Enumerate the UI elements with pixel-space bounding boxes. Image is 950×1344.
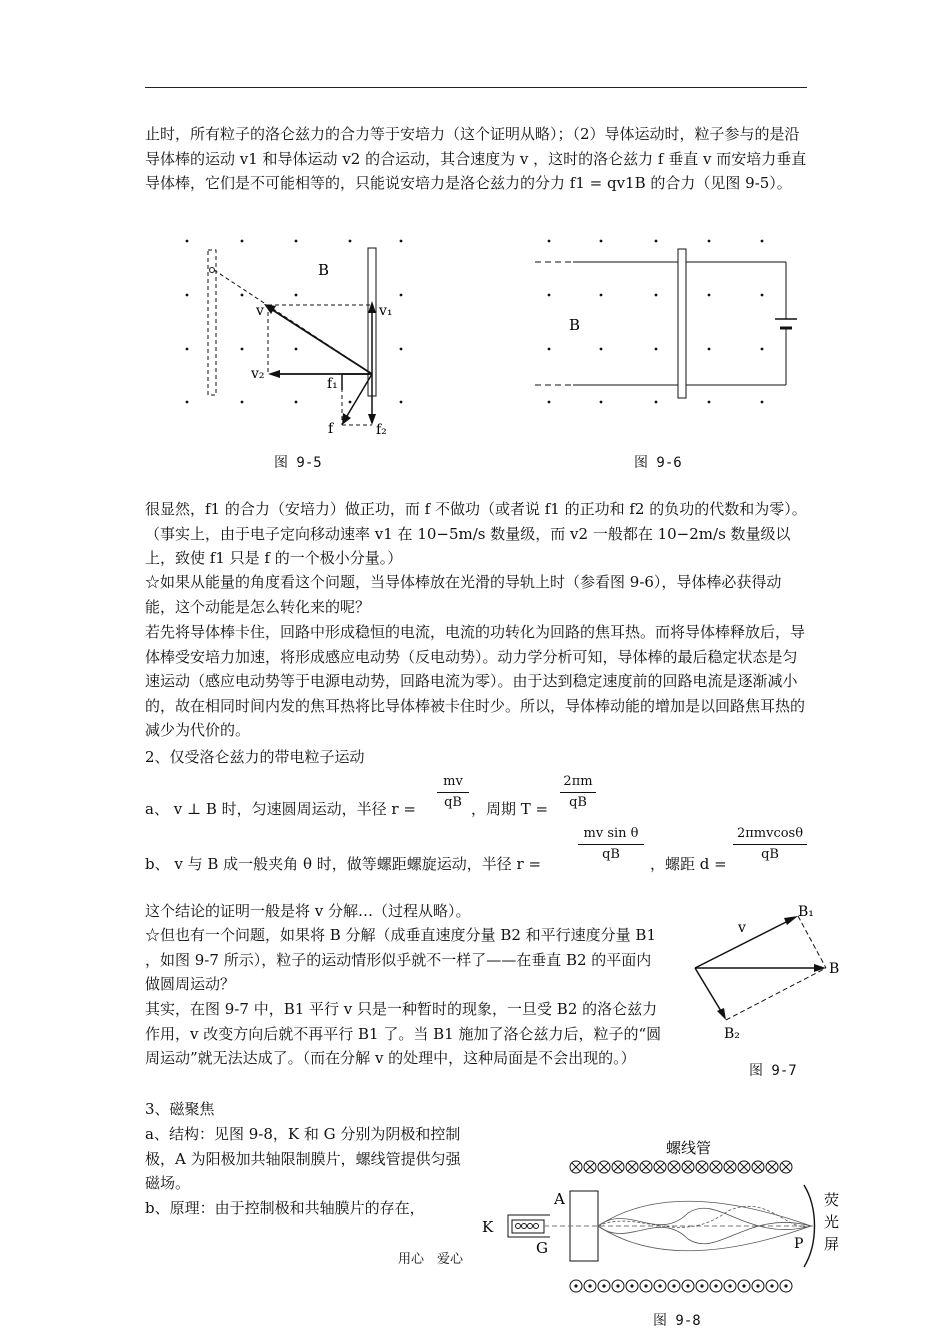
- label-K: K: [482, 1218, 494, 1236]
- label-B2: B₂: [724, 1026, 740, 1042]
- label-screen-3: 屏: [824, 1235, 840, 1253]
- heading-2: 2、仅受洛仑兹力的带电粒子运动: [145, 748, 365, 766]
- figure-9-7: [690, 905, 850, 1045]
- dashed-rod: [208, 250, 216, 395]
- formula-pitch-label: ，螺距 d =: [650, 855, 727, 873]
- label-B1: B₁: [798, 904, 814, 920]
- label-B: B: [318, 261, 330, 279]
- figure-9-8: [478, 1133, 840, 1303]
- v-arrow: [268, 307, 372, 374]
- label-v1: v₁: [379, 303, 393, 319]
- paragraph-9: b、原理：由于控制极和共轴膜片的存在，: [145, 1199, 425, 1217]
- B2-arrow: [695, 968, 724, 1016]
- label-G: G: [536, 1239, 548, 1257]
- solenoid-top-windings: [570, 1161, 792, 1173]
- paragraph-2: 很显然，f1 的合力（安培力）做正功，而 f 不做功（或者说 f1 的正功和 f2 的负功的代数和为零）。（事实上，由于电子定向移动速率 v1 在 10−5m/s 数量级，而 v2 一般都在 10−2m/s 数量级以上，致使 f1 只是 f 的一个极小分量。）: [145, 500, 807, 567]
- fraction-d: 2πmvcosθ qB: [733, 826, 807, 863]
- formula-period-label: ，周期 T =: [471, 800, 549, 818]
- paragraph-intro: 止时，所有粒子的洛仑兹力的合力等于安培力（这个证明从略）；（2）导体运动时，粒子参与的是沿导体棒的运动 v1 和导体运动 v2 的合运动，其合速度为 v ，这时的洛仑兹力 f 垂直 v 而安培力垂直导体棒，它们是不可能相等的，只能说安培力是洛仑兹力的分力 f1 = qv1B 的合力（见图 9-5）。: [145, 125, 807, 192]
- fraction-T: 2πm qB: [560, 774, 596, 811]
- caption-fig-9-7: 图 9-7: [749, 1063, 797, 1079]
- paragraph-6: ☆但也有一个问题，如果将 B 分解（成垂直速度分量 B2 和平行速度分量 B1 ，如图 9-7 所示），粒子的运动情形似乎就不一样了——在垂直 B2 的平面内做圆周运动？: [145, 926, 656, 993]
- paragraph-5: 这个结论的证明一般是将 v 分解…（过程从略）。: [145, 902, 471, 920]
- paragraph-4: 若先将导体棒卡住，回路中形成稳恒的电流，电流的功转化为回路的焦耳热。而将导体棒释放后，导体棒受安培力加速，将形成感应电动势（反电动势）。动力学分析可知，导体棒的最后稳定状态是匀速运动（感应电动势等于电源电动势，回路电流为零）。由于达到稳定速度前的回路电流是逐渐减小的，故在相同时间内发的焦耳热将比导体棒被卡住时少。所以，导体棒动能的增加是以回路焦耳热的减少为代价的。: [145, 623, 806, 739]
- label-P: P: [794, 1236, 804, 1252]
- paragraph-3: ☆如果从能量的角度看这个问题，当导体棒放在光滑的导轨上时（参看图 9-6），导体棒必获得动能，这个动能是怎么转化来的呢？: [145, 573, 782, 616]
- header-rule: [145, 87, 807, 88]
- paragraph-7: 其实，在图 9-7 中，B1 平行 v 只是一种暂时的现象，一旦受 B2 的洛仑兹力作用，v 改变方向后就不再平行 B1 了。当 B1 施加了洛仑兹力后，粒子的“圆周运动”就无法达成了。（而在分解 v 的处理中，这种局面是不会出现的。）: [145, 1000, 662, 1067]
- label-screen-2: 光: [824, 1213, 840, 1231]
- label-B: B: [829, 961, 840, 977]
- heading-3: 3、磁聚焦: [145, 1100, 215, 1118]
- label-f: f: [328, 421, 334, 437]
- label-f1: f₁: [327, 376, 338, 392]
- page-footer: 用心 爱心: [398, 1252, 464, 1267]
- formula-line-a: a、 v ⊥ B 时，匀速圆周运动，半径 r =: [145, 800, 416, 818]
- label-v2: v₂: [251, 366, 265, 382]
- caption-fig-9-8: 图 9-8: [653, 1313, 701, 1329]
- fraction-r2: mv sin θ qB: [578, 826, 644, 863]
- fraction-r1: mv qB: [437, 774, 469, 811]
- label-v: v: [738, 920, 746, 936]
- formula-line-b: b、 v 与 B 成一般夹角 θ 时，做等螺距螺旋运动，半径 r =: [145, 855, 542, 873]
- caption-fig-9-5: 图 9-5: [274, 455, 322, 471]
- label-B: B: [569, 316, 581, 334]
- figure-9-6: [535, 235, 795, 410]
- label-v: v: [256, 303, 264, 319]
- conductor-rod: [678, 249, 686, 398]
- f-arrow: [344, 374, 372, 421]
- label-screen-1: 荧: [824, 1191, 840, 1209]
- caption-fig-9-6: 图 9-6: [634, 455, 682, 471]
- label-solenoid: 螺线管: [666, 1139, 712, 1157]
- paragraph-8: a、结构：见图 9-8，K 和 G 分别为阴极和控制极，A 为阳极加共轴限制膜片，螺线管提供匀强磁场。: [145, 1125, 461, 1192]
- figure-9-5: [170, 235, 410, 440]
- label-f2: f₂: [376, 422, 387, 438]
- label-A: A: [554, 1190, 565, 1208]
